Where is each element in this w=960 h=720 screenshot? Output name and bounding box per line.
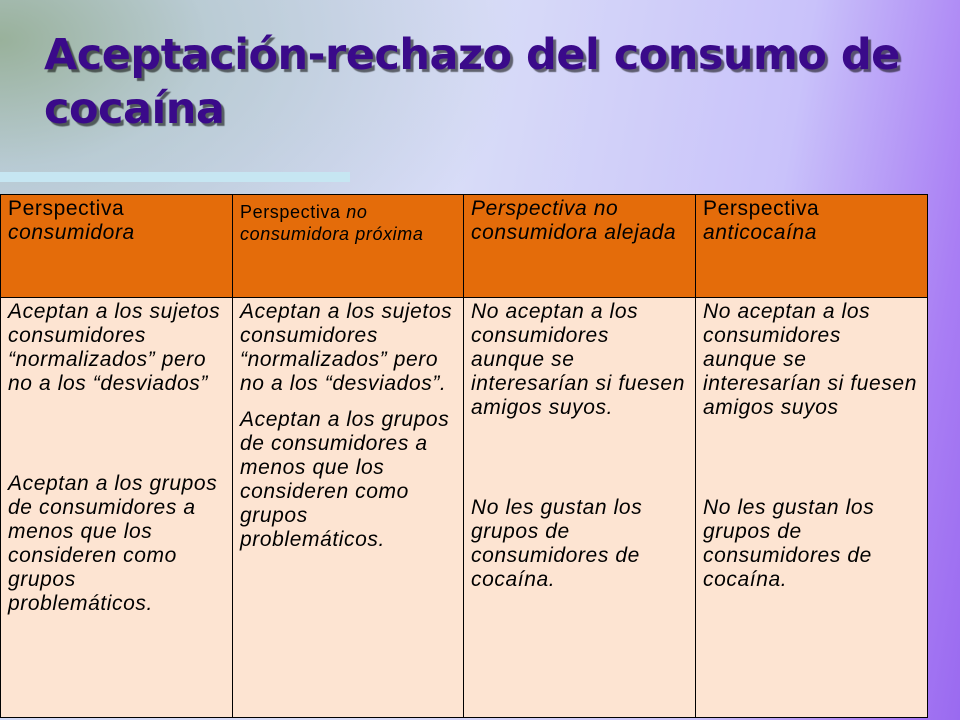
header-cell-consumidora (1, 195, 233, 298)
slide-title: Aceptación-rechazo del consumo de cocaína (44, 30, 900, 134)
table-header-row (1, 195, 928, 298)
cell-paragraph-groups: No les gustan los grupos de consumidores de cocaína. (703, 496, 875, 591)
body-cell-no-consumidora-proxima (233, 298, 464, 718)
cell-paragraph-groups: Aceptan a los grupos de consumidores a menos que los consideren como grupos problemáticos. (240, 408, 450, 551)
body-cell-anticocaina (696, 298, 928, 718)
header-cell-no-consumidora-proxima (233, 195, 464, 298)
perspectives-table (0, 194, 928, 718)
header-cell-anticocaina (696, 195, 928, 298)
header-text: Perspectiva (240, 202, 347, 222)
table-body-row (1, 298, 928, 718)
body-cell-consumidora (1, 298, 233, 718)
cell-paragraph-individuals: Aceptan a los sujetos consumidores “normalizados” pero no a los “desviados” (8, 300, 221, 395)
header-text-italic: anticocaína (703, 221, 818, 244)
cell-paragraph-groups: No les gustan los grupos de consumidores de cocaína. (471, 496, 643, 591)
header-text: Perspectiva (8, 197, 125, 220)
title-underline-bar (0, 172, 350, 182)
header-text-italic: no consumidora próxima (240, 202, 424, 244)
cell-paragraph-groups: Aceptan a los grupos de consumidores a menos que los consideren como grupos problemáticos. (8, 472, 218, 615)
cell-paragraph-individuals: No aceptan a los consumidores aunque se interesarían si fuesen amigos suyos. (471, 300, 685, 419)
body-cell-no-consumidora-alejada (464, 298, 696, 718)
cell-paragraph-individuals: No aceptan a los consumidores aunque se interesarían si fuesen amigos suyos (703, 300, 917, 419)
header-text-italic: Perspectiva no consumidora alejada (471, 197, 677, 244)
cell-paragraph-individuals: Aceptan a los sujetos consumidores “normalizados” pero no a los “desviados”. (240, 300, 453, 395)
header-text-italic: consumidora (8, 221, 135, 244)
header-text: Perspectiva (703, 197, 820, 220)
header-cell-no-consumidora-alejada (464, 195, 696, 298)
